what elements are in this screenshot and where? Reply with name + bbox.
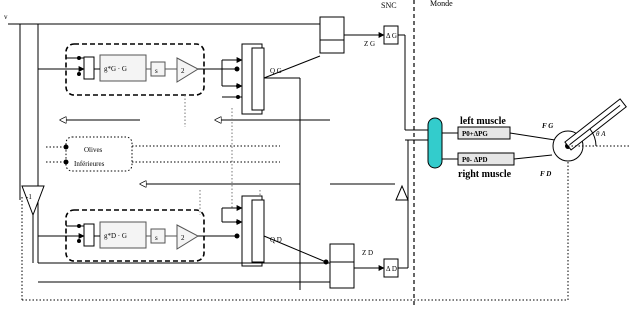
minus-one-label: -1 [26, 193, 32, 201]
svg-text:s: s [155, 234, 158, 242]
top-summator [320, 17, 344, 53]
theta-label: θ A [596, 130, 606, 138]
bottom-summator [330, 244, 354, 288]
force-d-label: F D [540, 170, 552, 178]
gain-label-top: g*G · G [104, 65, 127, 73]
svg-text:Δ G: Δ G [386, 32, 397, 40]
left-muscle-pressure: P0+ΔPG [462, 130, 488, 138]
muscle-junction [428, 118, 442, 168]
olives-line2: Inférieures [74, 160, 105, 168]
q-d-label: Q D [270, 236, 282, 244]
right-muscle-label: right muscle [458, 169, 512, 180]
z-g-label: Z G [364, 40, 376, 48]
svg-text:Δ D: Δ D [386, 265, 397, 273]
s-label-top: s [155, 67, 158, 75]
q-g-label: Q G [270, 67, 282, 75]
force-g-label: F G [542, 122, 554, 130]
right-muscle-pressure: P0- ΔPD [462, 156, 488, 164]
z-d-label: Z D [362, 249, 374, 257]
olives-line1: Olives [84, 146, 103, 154]
snc-label: SNC [381, 1, 397, 10]
svg-text:2: 2 [181, 67, 185, 75]
input-v-label: v [4, 13, 8, 21]
svg-text:2: 2 [181, 234, 185, 242]
s-block-top [151, 62, 165, 76]
left-muscle-label: left muscle [460, 116, 506, 127]
s-block-bottom [151, 229, 165, 243]
monde-label: Monde [430, 0, 453, 8]
gain-label-bottom: g*D · G [104, 232, 127, 240]
